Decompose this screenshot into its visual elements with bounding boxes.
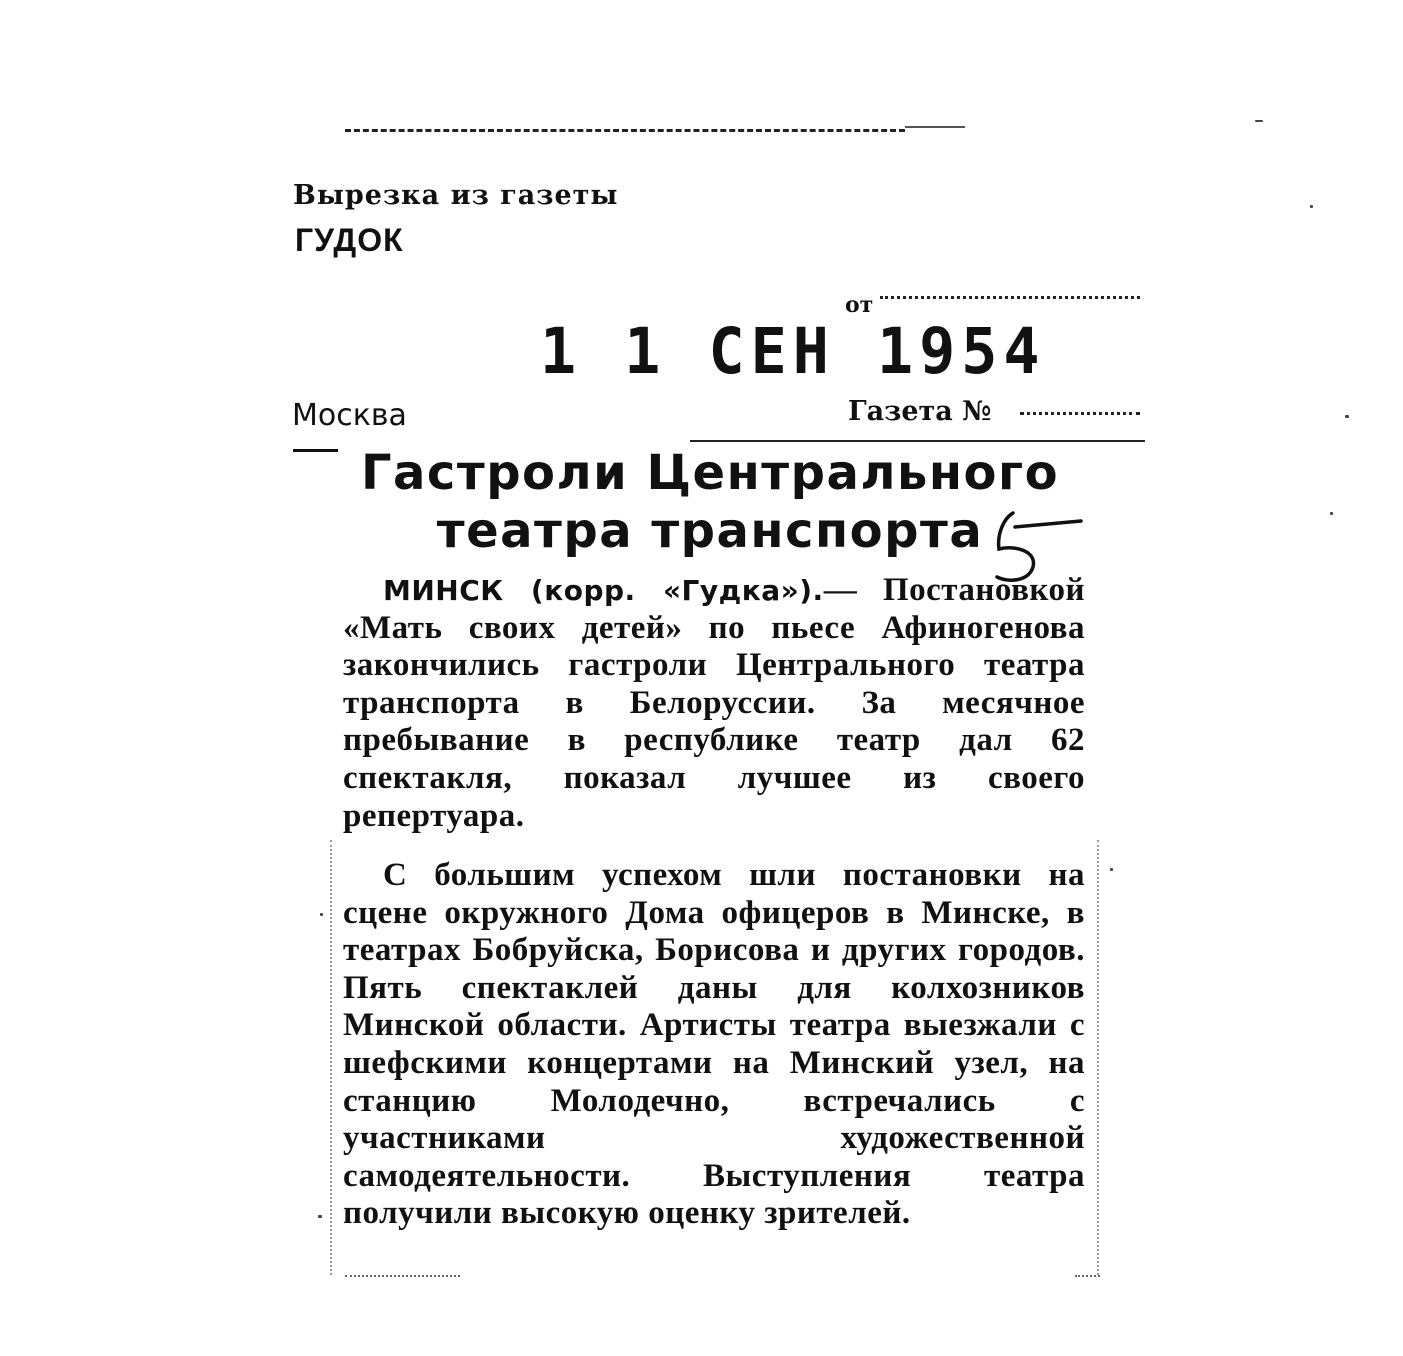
city-label: Москва bbox=[292, 398, 407, 433]
clipping-label: Вырезка из газеты bbox=[293, 180, 619, 211]
scan-speck bbox=[1310, 205, 1313, 208]
scan-speck bbox=[1255, 120, 1263, 122]
header-underline bbox=[690, 440, 1145, 442]
bottom-right-edge bbox=[1075, 1275, 1100, 1277]
clipping-right-edge bbox=[1097, 840, 1099, 1275]
scan-speck bbox=[1330, 512, 1333, 515]
issue-label: Газета № bbox=[848, 396, 992, 427]
article-paragraph-1 bbox=[343, 572, 1085, 835]
date-prefix: от bbox=[845, 292, 874, 318]
newspaper-name: ГУДОК bbox=[295, 222, 404, 258]
headline-line-1: Гастроли Центрального bbox=[360, 445, 1060, 501]
article-headline bbox=[320, 444, 1100, 560]
scan-speck bbox=[1345, 415, 1349, 418]
headline-line-2: театра транспорта bbox=[436, 503, 984, 559]
scan-speck bbox=[318, 1215, 322, 1218]
date-dotted-line bbox=[880, 296, 1140, 299]
clipping-left-edge bbox=[330, 840, 332, 1275]
article-paragraph-2: С большим успехом шли постановки на сцене окружного Дома офицеров в Минске, в театрах Бобруйска, Борисова и других городов. Пять спектаклей даны для колхозников Минской области. Артисты театра выезжали с шефскими концертами на Минский узел, на станцию Молодечно, встречались с участниками художественной самодеятельности. Выступления театра получили высокую оценку зрителей. bbox=[343, 857, 1085, 1232]
scan-speck bbox=[1110, 868, 1113, 871]
issue-dotted-line bbox=[1020, 412, 1140, 415]
paragraph-1-text: — Постановкой «Мать своих детей» по пьесе Афиногенова закончились гастроли Центрального театра транспорта в Белоруссии. За месячное пребывание в республике театр дал 62 спектакля, показал лучшее из своего репертуара. bbox=[343, 572, 1085, 834]
article-lead: МИНСК (корр. «Гудка»). bbox=[383, 574, 824, 607]
scan-speck bbox=[320, 913, 323, 916]
top-dashed-rule bbox=[345, 129, 905, 132]
bottom-left-edge bbox=[345, 1275, 460, 1277]
date-stamp: 1 1 СЕН 1954 bbox=[540, 315, 1046, 389]
top-short-rule bbox=[905, 126, 965, 128]
